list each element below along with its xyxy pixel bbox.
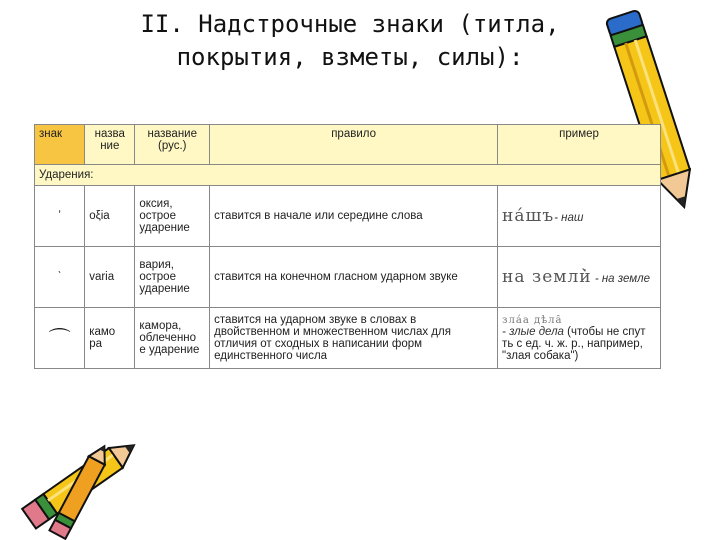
header-znak: знак <box>35 125 85 165</box>
example-glyph: зла́а дѣла̑ <box>502 314 563 326</box>
accent-name: oξia <box>85 186 135 247</box>
example-glyph: на земли̇̀ <box>502 267 592 287</box>
pencils-bottom-left-icon <box>0 430 170 540</box>
table-row <box>35 308 661 369</box>
accent-example <box>498 247 661 308</box>
accent-symbol: ˋ <box>35 247 85 308</box>
table-row <box>35 186 661 247</box>
table-header-row <box>35 125 661 165</box>
example-translation: - злые дела <box>502 325 564 338</box>
header-primer: пример <box>498 125 661 165</box>
title-line-1: II. Надстрочные знаки (титла, <box>140 10 560 38</box>
slide-title <box>80 8 620 74</box>
section-row <box>35 165 661 186</box>
accent-symbol: ʼ <box>35 186 85 247</box>
header-nazvanie-rus: название (рус.) <box>135 125 210 165</box>
accent-rule: ставится в начале или середине слова <box>210 186 498 247</box>
header-pravilo: правило <box>210 125 498 165</box>
example-glyph: на́шъ <box>502 206 555 226</box>
accent-name-rus: вария, острое ударение <box>135 247 210 308</box>
example-translation: - наш <box>554 212 584 224</box>
accent-rule: ставится на конечном гласном ударном звуке <box>210 247 498 308</box>
table-row <box>35 247 661 308</box>
accent-example <box>498 186 661 247</box>
header-nazvanie: назва ние <box>85 125 135 165</box>
example-translation: - на земле <box>594 273 651 285</box>
section-label: Ударения: <box>35 165 661 186</box>
accent-symbol: ⌒ <box>35 308 85 369</box>
accent-marks-table <box>34 124 661 369</box>
example-note: (чтобы не спут ть с ед. ч. ж. р., например, "злая собака") <box>502 325 646 362</box>
accent-example <box>498 308 661 369</box>
accent-name-rus: оксия, острое ударение <box>135 186 210 247</box>
accent-name-rus: камора, облеченно е ударение <box>135 308 210 369</box>
accent-rule: ставится на ударном звуке в словах в двойственном и множественном числах для отличия от сходных в написании форм единственного числа <box>210 308 498 369</box>
accent-name: varia <box>85 247 135 308</box>
title-line-2: покрытия, взметы, силы): <box>176 43 524 71</box>
accent-name: камо ра <box>85 308 135 369</box>
